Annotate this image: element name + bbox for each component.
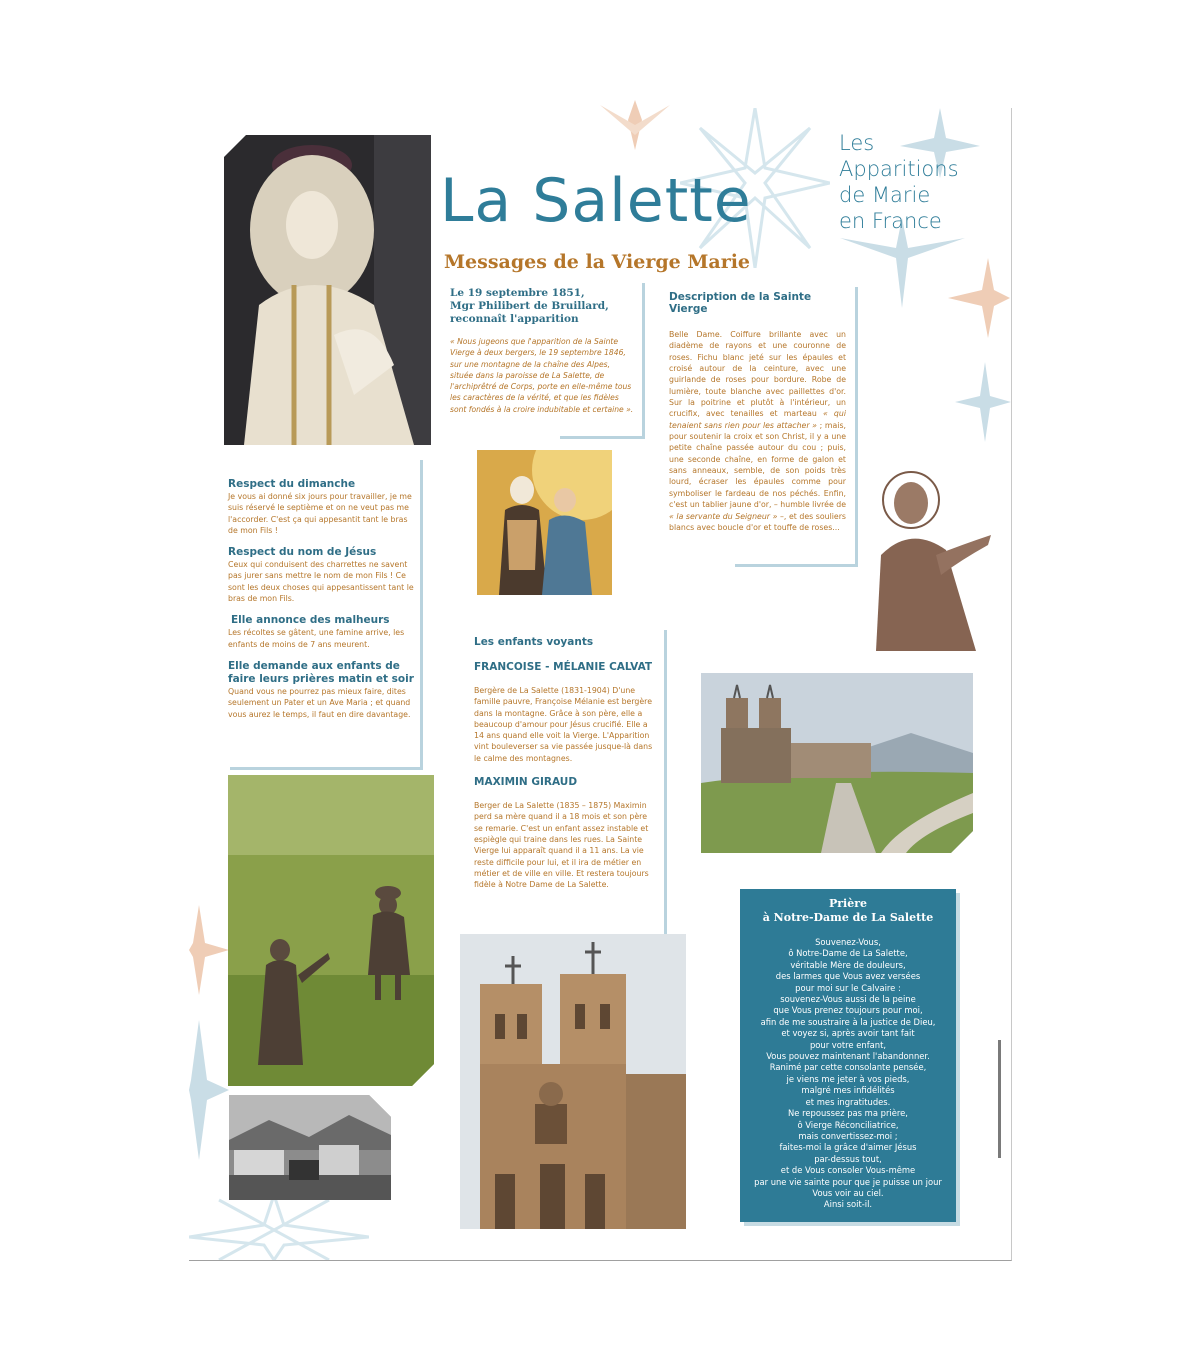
- recognition-heading-line: Le 19 septembre 1851,: [450, 287, 585, 299]
- children-box: [474, 636, 657, 921]
- recognition-heading: [450, 287, 640, 326]
- message-item: [228, 614, 414, 650]
- divider: [664, 630, 667, 940]
- message-heading: Elle demande aux enfants de faire leurs prières matin et soir: [228, 659, 414, 685]
- message-heading: Respect du nom de Jésus: [228, 546, 377, 559]
- recognition-box: [450, 287, 640, 437]
- maximin-name: MAXIMIN GIRAUD: [474, 776, 578, 789]
- divider: [420, 460, 423, 770]
- description-text-part: Belle Dame. Coiffure brillante avec un diadème de rayons et une couronne de roses. Fichu blanc jeté sur les épaules et croisé autour de la ceinture, avec une guirlande de roses pour bordure. Robe de lumière, toute blanche avec paillettes d'or. Sur la poitrine et plutôt à l'intérieur, un crucifix, avec tenailles et marteau: [669, 330, 846, 419]
- prayer-box: [740, 889, 956, 1222]
- message-text: Je vous ai donné six jours pour travailler, je me suis réservé le septième et on ne veut pas me l'accorder. C'est ça qui appesantit tant le bras de mon Fils !: [228, 492, 412, 535]
- description-text-part: ; mais, pour soutenir la croix et son Christ, il y a une petite chaîne passée autour du cou ; puis, une seconde chaîne, en forme de galon et sans anneaux, semble, de son poids très lourd, écraser les épaules comme pour symboliser le fardeau de nos péchés. Enfin, c'est un tablier jaune d'or, – humble livrée de: [669, 420, 846, 510]
- message-heading: Respect du dimanche: [228, 478, 356, 490]
- series-title: [839, 130, 959, 234]
- recognition-heading-line: Mgr Philibert de Bruillard,: [450, 300, 609, 312]
- children-painting: [477, 450, 612, 595]
- messages-box: [228, 478, 414, 753]
- series-line: en France: [839, 209, 942, 233]
- page-title: La Salette: [440, 166, 752, 236]
- prayer-title: [740, 897, 956, 925]
- page-subtitle: Messages de la Vierge Marie: [444, 251, 751, 273]
- message-heading: Elle annonce des malheurs: [231, 614, 390, 627]
- melanie-name: FRANCOISE - MÉLANIE CALVAT: [474, 661, 653, 673]
- series-line: Les: [839, 131, 875, 155]
- message-text: Quand vous ne pourrez pas mieux faire, dites seulement un Pater et un Ave Maria ; et quand vous aurez le temps, il faut en dire davantage.: [228, 686, 411, 719]
- message-item: [228, 478, 414, 536]
- divider: [560, 436, 645, 439]
- prayer-title-line: à Notre-Dame de La Salette: [762, 911, 934, 924]
- star-decoration: [955, 362, 1011, 442]
- children-heading: Les enfants voyants: [474, 636, 594, 648]
- star-decoration: [948, 258, 1010, 338]
- description-text-part: –, et des souliers blancs avec boucle d'or et touffe de roses...: [669, 511, 846, 532]
- basilica-photo: [460, 934, 686, 1229]
- edge-marker: [998, 1040, 1001, 1158]
- bronze-virgin-photo: [866, 465, 998, 651]
- divider: [735, 564, 858, 567]
- series-line: Apparitions: [839, 157, 959, 181]
- message-item: [228, 660, 414, 720]
- virgin-statue-photo: [224, 135, 431, 445]
- description-box: [669, 291, 846, 546]
- recognition-quote: « Nous jugeons que l'apparition de la Sainte Vierge à deux bergers, le 19 septembre 1846, sur une montagne de la chaîne des Alpes, située dans la paroisse de La Salette, de l'archiprêtré de Corps, porte en elle-même tous les caractères de la vérité, et que les fidèles sont fondés à la croire indubitable et certaine ».: [450, 337, 634, 414]
- description-quote: « qui tenaient sans rien pour les attacher »: [669, 409, 846, 430]
- star-decoration: [189, 1195, 369, 1260]
- maximin-text: Berger de La Salette (1835 – 1875) Maximin perd sa mère quand il a 18 mois et son père se remarie. C'est un enfant assez instable et espiègle qui traine dans les rues. La Sainte Vierge lui apparaît quand il a 11 ans. La vie reste difficile pour lui, et il ira de métier en métier et de ville en ville. Et restera toujours fidèle à Notre Dame de La Salette.: [474, 801, 649, 890]
- divider: [855, 287, 858, 567]
- message-item: [228, 546, 414, 604]
- description-text: [669, 329, 846, 533]
- melanie-text: Bergère de La Salette (1831-1904) D'une famille pauvre, Françoise Mélanie est bergère dans la montagne. Grâce à son père, elle a beaucoup d'amour pour Jésus crucifié. Elle a 14 ans quand elle voit la Vierge. L'Apparition vint bouleverser sa vie passée jusque-là dans le calme des montagnes.: [474, 686, 653, 763]
- message-text: Ceux qui conduisent des charrettes ne savent pas jurer sans mettre le nom de mon Fils ! Ce sont les deux choses qui appesantissent tant le bras de mon Fils.: [228, 560, 414, 604]
- historic-photo: [229, 1095, 391, 1200]
- prayer-text: Souvenez-Vous, ô Notre-Dame de La Salette, véritable Mère de douleurs, des larmes que Vous avez versées pour moi sur le Calvaire : souvenez-Vous aussi de la peine que Vous prenez toujours pour moi, afin de me soustraire à la justice de Dieu, et voyez si, après avoir tant fait pour votre enfant, Vous pouvez maintenant l'abandonner. Ranimé par cette consolante pensée, je viens me jeter à vos pieds, malgré mes infidélités et mes ingratitudes. Ne repoussez pas ma prière, ô Vierge Réconciliatrice, mais convertissez-moi ; faites-moi la grâce d'aimer Jésus par-dessus tout, et de Vous consoler Vous-même par une vie sainte pour que je puisse un jour Vous voir au ciel. Ainsi soit-il.: [754, 937, 942, 1210]
- star-decoration: [595, 100, 675, 155]
- divider: [642, 283, 645, 439]
- star-decoration: [189, 905, 229, 995]
- divider: [230, 767, 423, 770]
- sanctuary-landscape-photo: [701, 673, 973, 853]
- description-heading: Description de la Sainte Vierge: [669, 291, 812, 315]
- series-line: de Marie: [839, 183, 931, 207]
- prayer-title-line: Prière: [828, 897, 868, 910]
- star-decoration: [189, 1020, 229, 1160]
- recognition-heading-line: reconnaît l'apparition: [450, 313, 579, 325]
- message-text: Les récoltes se gâtent, une famine arrive, les enfants de moins de 7 ans meurent.: [228, 628, 405, 649]
- description-quote: « la servante du Seigneur »: [669, 511, 778, 521]
- meadow-statues-photo: [228, 775, 434, 1086]
